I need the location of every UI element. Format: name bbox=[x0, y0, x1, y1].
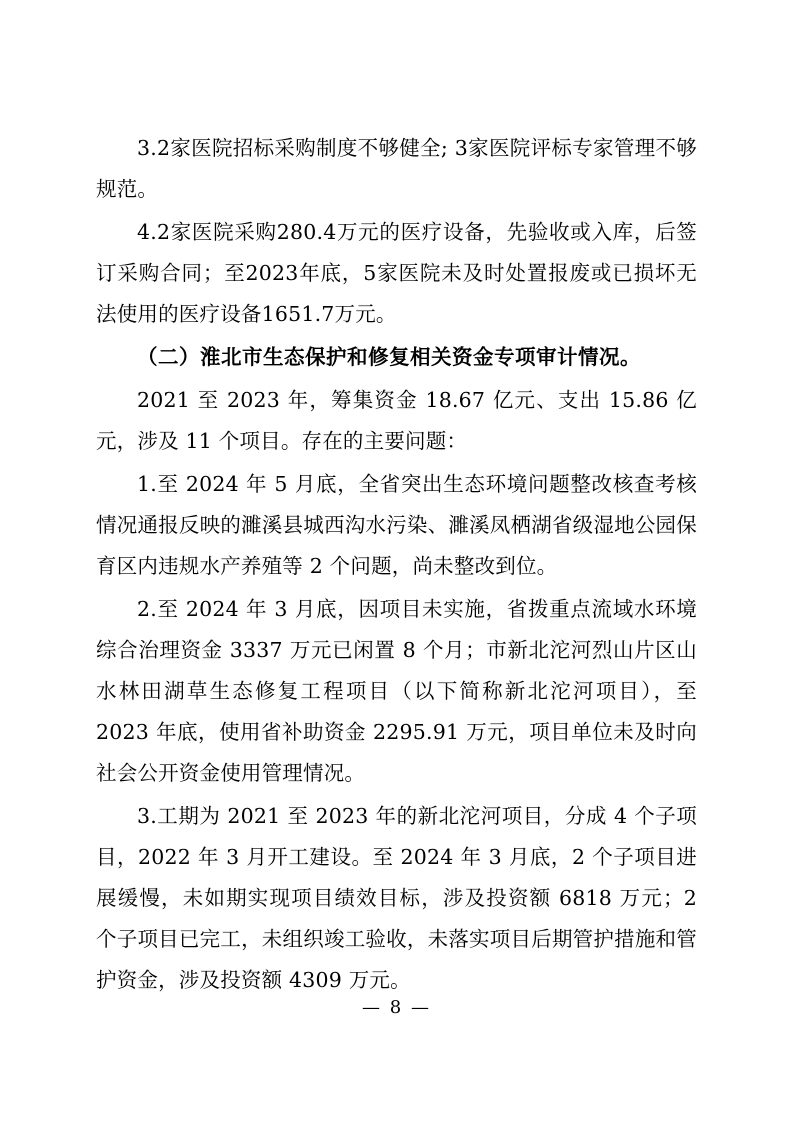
paragraph-overview: 2021 至 2023 年，筹集资金 18.67 亿元、支出 15.86 亿元，涉及 11 个项目。存在的主要问题： bbox=[96, 388, 697, 453]
paragraph-issue-2: 2.至 2024 年 3 月底，因项目未实施，省拨重点流域水环境综合治理资金 3337 万元已闲置 8 个月；市新北沱河烈山片区山水林田湖草生态修复工程项目（以下简称新北沱河项目），至 2023 年底，使用省补助资金 2295.91 万元，项目单位未及时向社会公开资金使用管理情况。 bbox=[96, 597, 697, 785]
document-body bbox=[96, 128, 697, 1001]
paragraph-item-4: 4.2家医院采购280.4万元的医疗设备，先验收或入库，后签订采购合同；至2023年底，5家医院未及时处置报废或已损坏无法使用的医疗设备1651.7万元。 bbox=[96, 220, 697, 326]
section-heading: （二）淮北市生态保护和修复相关资金专项审计情况。 bbox=[137, 345, 641, 369]
paragraph-issue-1: 1.至 2024 年 5 月底，全省突出生态环境问题整改核查考核情况通报反映的濉溪县城西沟水污染、濉溪凤栖湖省级湿地公园保育区内违规水产养殖等 2 个问题，尚未整改到位。 bbox=[96, 472, 697, 578]
page-number: — 8 — bbox=[362, 997, 431, 1018]
paragraph-item-3: 3.2家医院招标采购制度不够健全; 3家医院评标专家管理不够规范。 bbox=[96, 136, 697, 201]
paragraph-issue-3: 3.工期为 2021 至 2023 年的新北沱河项目，分成 4 个子项目，2022 年 3 月开工建设。至 2024 年 3 月底，2 个子项目进展缓慢，未如期实现项目绩效目标，涉及投资额 6818 万元；2 个子项目已完工，未组织竣工验收，未落实项目后期管护措施和管护资金，涉及投资额 4309 万元。 bbox=[96, 804, 697, 992]
